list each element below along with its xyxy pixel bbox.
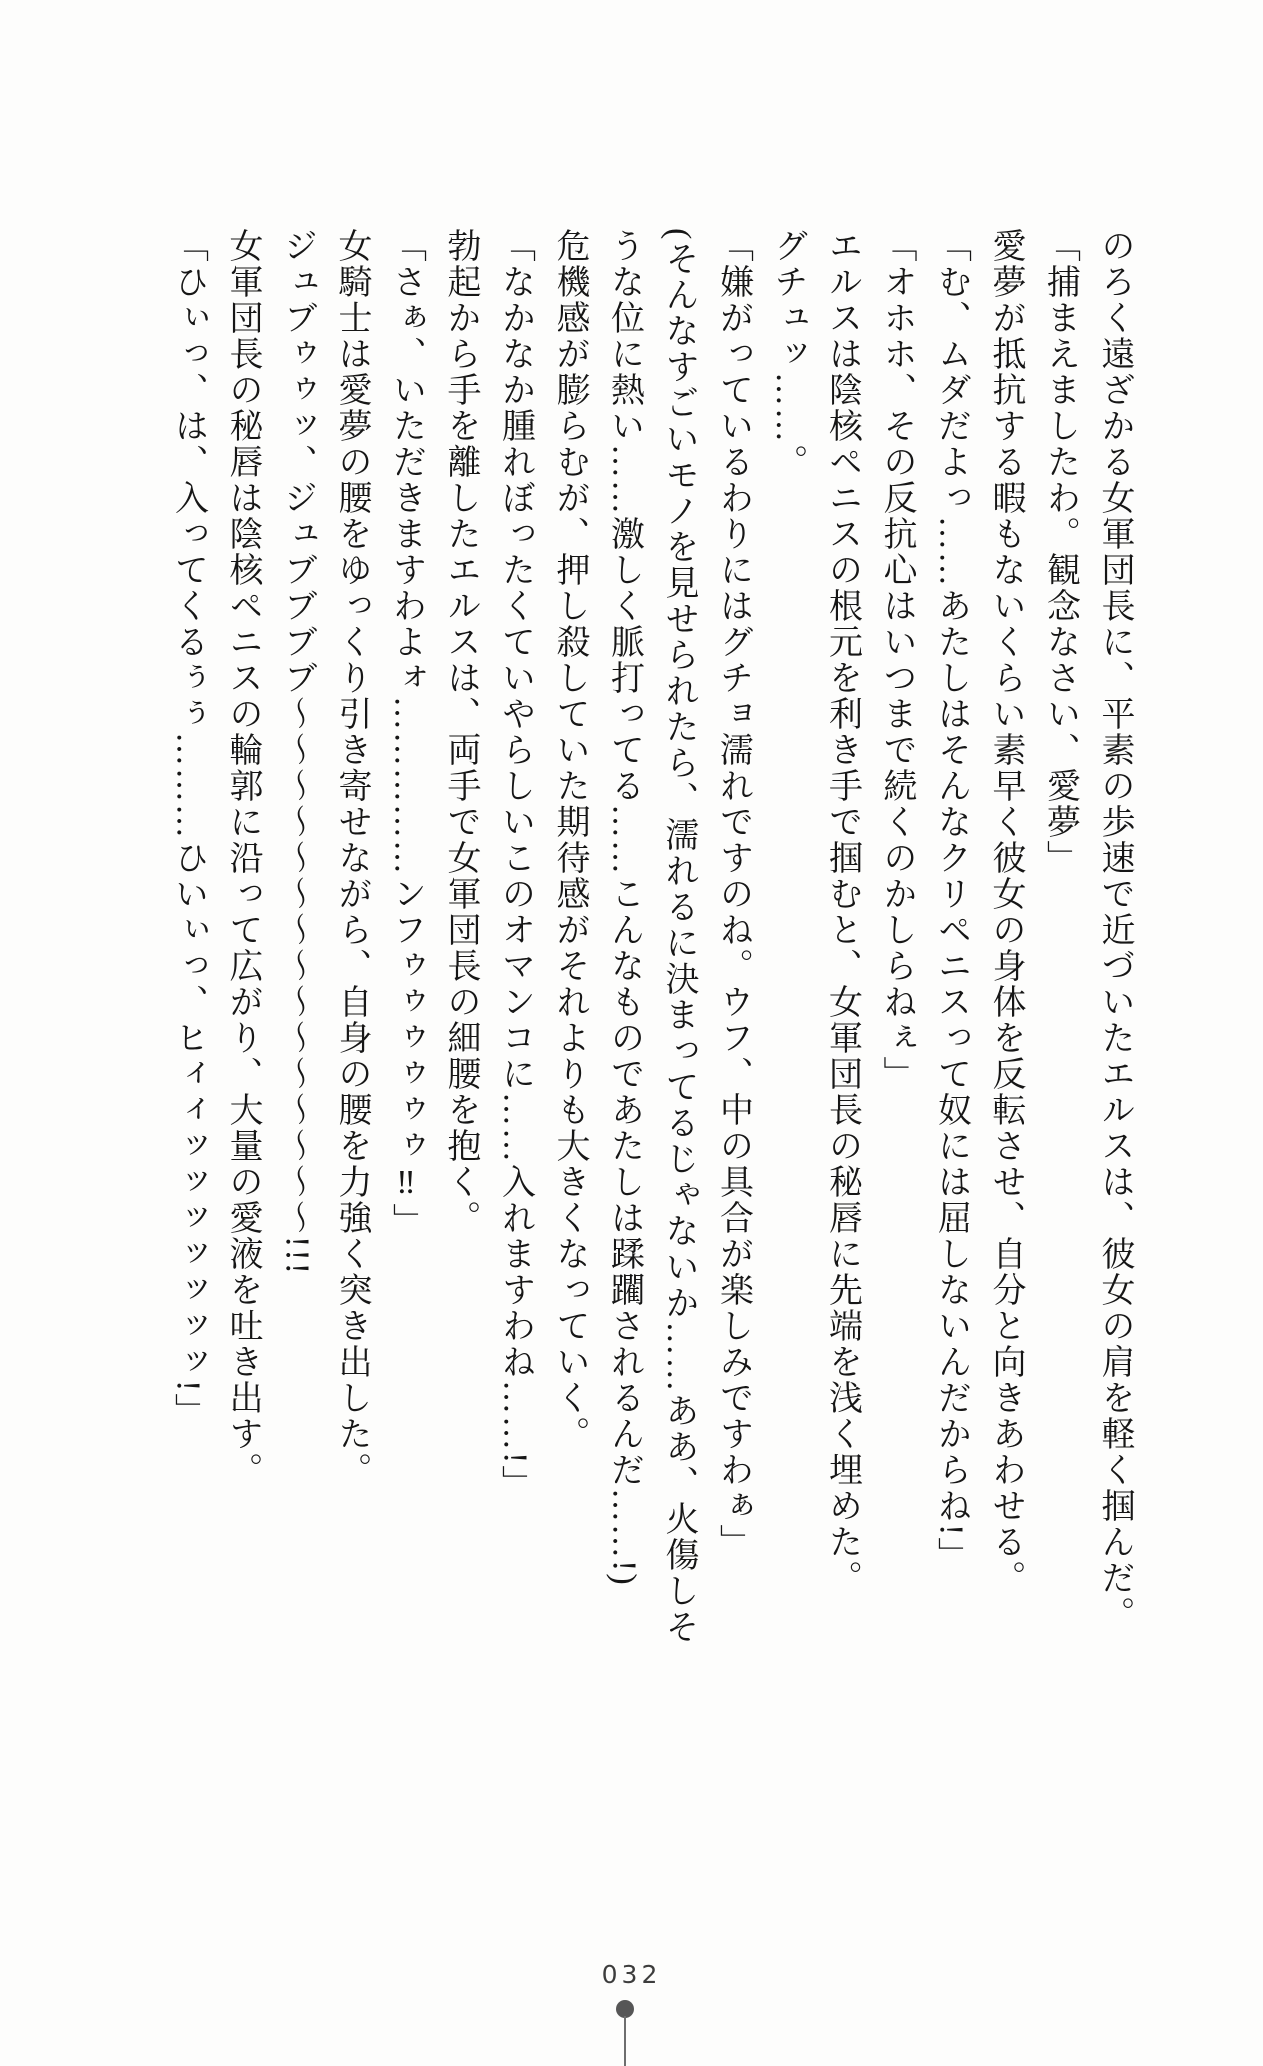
text-line: のろく遠ざかる女軍団長に、平素の歩速で近づいたエルスは、彼女の肩を軽く掴んだ。 bbox=[1096, 228, 1133, 1632]
text-line: 「む、ムダだよっ……あたしはそんなクリペニスって奴には屈しないんだからね!」 bbox=[932, 228, 970, 1574]
text-line: (そんなすごいモノを見せられたら、濡れるに決まってるじゃないか……ああ、火傷しそ bbox=[660, 228, 697, 1646]
binding-line bbox=[624, 2016, 626, 2066]
text-line: 危機感が膨らむが、押し殺していた期待感がそれよりも大きくなっていく。 bbox=[551, 228, 588, 1452]
text-line: 「捕まえましたわ。観念なさい、愛夢」 bbox=[1041, 228, 1079, 876]
text-line: 女軍団長の秘唇は陰核ペニスの輪郭に沿って広がり、大量の愛液を吐き出す。 bbox=[224, 228, 261, 1488]
text-line: 女騎士は愛夢の腰をゆっくり引き寄せながら、自身の腰を力強く突き出した。 bbox=[333, 228, 370, 1488]
text-line: 「なかなか腫れぼったくていやらしいこのオマンコに……入れますわね……!」 bbox=[496, 228, 534, 1502]
text-line: うな位に熱い……激しく脈打ってる……こんなものであたしは蹂躙されるんだ……!) bbox=[605, 228, 643, 1587]
text-line: 「さぁ、いただきますわよォ……………ンフゥゥゥゥゥゥ‼」 bbox=[387, 228, 425, 1239]
text-line: 愛夢が抵抗する暇もないくらい素早く彼女の身体を反転させ、自分と向きあわせる。 bbox=[987, 228, 1024, 1596]
text-line: エルスは陰核ペニスの根元を利き手で掴むと、女軍団長の秘唇に先端を浅く埋めた。 bbox=[823, 228, 861, 1596]
text-line: 「ひぃっ、は、入ってくるぅぅ………ひいぃっ、ヒィィッッッッッッッ!」 bbox=[169, 228, 207, 1430]
text-line: 「嫌がっているわりにはグチョ濡れですのね。ウフ、中の具合が楽しみですわぁ」 bbox=[714, 228, 752, 1560]
text-line: 「オホホ、その反抗心はいつまで続くのかしらねぇ」 bbox=[878, 228, 915, 1092]
text-line: グチュッ……。 bbox=[769, 228, 806, 480]
text-line: 勃起から手を離したエルスは、両手で女軍団長の細腰を抱く。 bbox=[442, 228, 479, 1236]
text-block bbox=[160, 228, 1141, 1688]
page-number: 032 bbox=[601, 1960, 662, 1989]
text-line: ジュブゥゥッ、ジュブブブブ〜〜〜〜〜〜〜〜〜〜〜〜〜〜〜!!! bbox=[278, 228, 316, 1276]
